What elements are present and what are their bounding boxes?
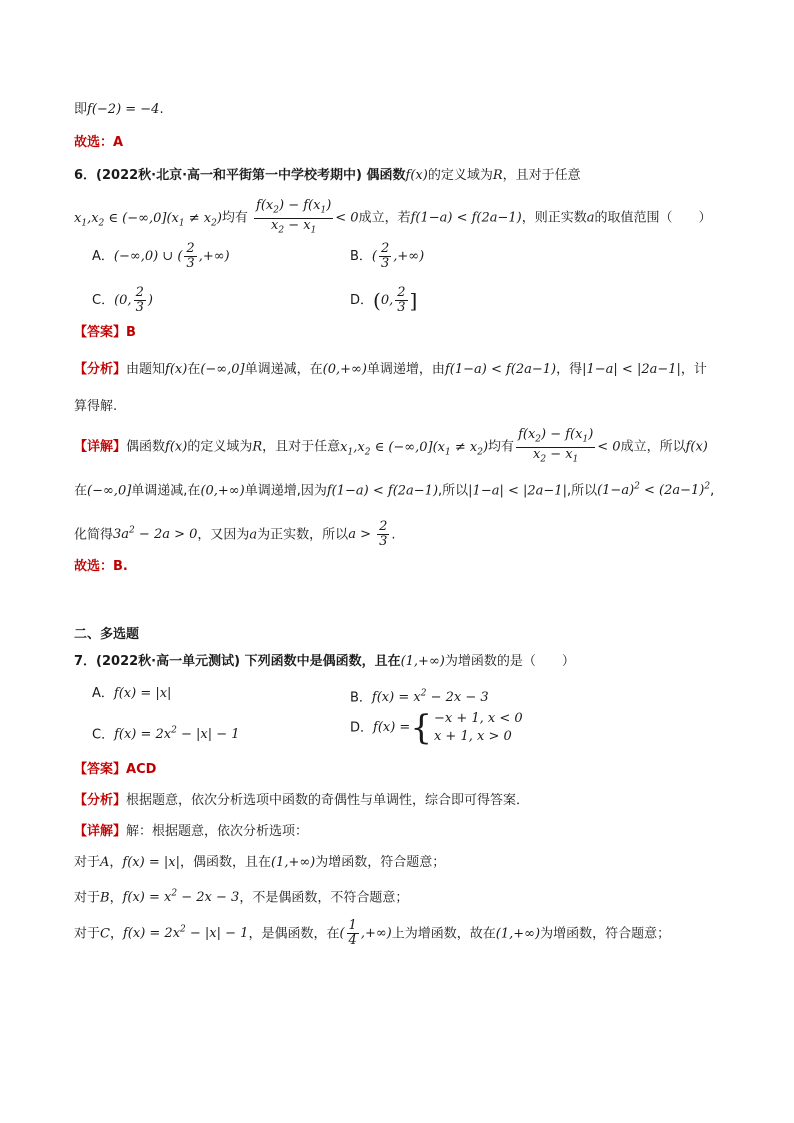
text: 由题知 (126, 362, 166, 377)
analysis-label: 【分析】 (74, 362, 127, 377)
text: ，得 (556, 362, 583, 377)
formula: (0, $\frac{2}{3}$ ) (114, 285, 153, 315)
formula: f(x) (405, 168, 428, 183)
question-6-header (74, 166, 581, 186)
text: ，不是偶函数，不符合题意； (239, 890, 409, 906)
formula: |1−a| < |2a−1| (582, 362, 681, 377)
answer-value: B (126, 325, 136, 340)
text: 均有 (488, 439, 515, 455)
text: ，且对于任意 (502, 168, 581, 183)
option-c (92, 286, 153, 315)
formula: f(x) (685, 439, 708, 455)
text: ， (109, 890, 123, 906)
formula: ( $\frac{1}{4}$ ,+∞) (339, 918, 392, 949)
text: ， (109, 855, 123, 870)
text: 上为增函数，故在 (391, 926, 496, 942)
label: 故选： (74, 135, 114, 150)
text: 化简得 (74, 527, 114, 543)
text: 对于 (74, 926, 101, 942)
option-a (92, 242, 230, 271)
option-label: C． (92, 727, 115, 743)
text: 为增函数，符合题意； (315, 855, 446, 870)
text: 对于 (74, 855, 101, 870)
detail-7-a (74, 853, 445, 873)
formula: f(x) = |x| (113, 686, 172, 701)
answer-label: 【答案】 (74, 325, 127, 340)
piecewise-formula: f(x) = { −x + 1, x < 0 x + 1, x > 0 (373, 708, 523, 748)
answer-value: A (113, 135, 124, 150)
detail-label: 【详解】 (74, 439, 127, 455)
formula: (−∞,0] (200, 362, 245, 377)
answer-value: B. (113, 559, 128, 574)
option-label: D． (350, 720, 374, 736)
option-d (350, 286, 417, 315)
analysis-label: 【分析】 (74, 793, 127, 808)
formula: f(x) (165, 439, 188, 455)
fraction: $\frac{f(x_2) - f(x_1)}{x_2 - x_1}$ (256, 198, 332, 236)
detail-label: 【详解】 (74, 824, 127, 839)
text: . (391, 527, 396, 543)
text: 成立，若 (358, 210, 411, 226)
question-title: 6．(2022秋·北京·高一和平街第一中学校考期中) 偶函数 (74, 168, 406, 183)
formula: (0,+∞) (322, 362, 367, 377)
answer-label: 【答案】 (74, 762, 127, 777)
text-line (74, 100, 164, 120)
formula: R (492, 168, 503, 183)
detail-line-7 (74, 822, 308, 842)
text: ,所以 (566, 483, 598, 499)
text: 为增函数，符合题意； (540, 926, 671, 942)
text: ，又因为 (197, 527, 250, 543)
option-b (350, 242, 424, 271)
choice-line (74, 133, 123, 153)
formula: (0,+∞) (200, 483, 245, 499)
text: 对于 (74, 890, 101, 906)
option-a (92, 684, 171, 704)
text: ，且对于任意 (262, 439, 341, 455)
analysis-line-7 (74, 791, 529, 811)
detail-line-3 (74, 516, 396, 550)
text: 成立，所以 (620, 439, 686, 455)
text: 解：根据题意，依次分析选项： (126, 824, 309, 839)
formula: |1−a| < |2a−1| (468, 483, 567, 499)
formula: f(x) (165, 362, 188, 377)
formula: $x_1,x_2$ ∈ $(-\infty,0](x_1 \ne x_2)$ (340, 439, 489, 458)
formula: (−∞,0] (87, 483, 132, 499)
formula: $f(x) = 2x^2 - |x| - 1$ (114, 726, 240, 743)
formula: B (100, 890, 110, 906)
text: 的定义域为 (187, 439, 253, 455)
text: ， (109, 926, 123, 942)
text: 在 (187, 362, 201, 377)
formula: A (100, 855, 110, 870)
formula: $f(x) = x^2 - 2x - 3$ (122, 889, 240, 906)
text: 偶函数 (126, 439, 166, 455)
text: . (159, 102, 164, 117)
text: 的取值范围（ ） (594, 210, 712, 226)
fraction: $\frac{f(x_2) - f(x_1)}{x_2 - x_1}$ (518, 427, 594, 465)
analysis-line (74, 360, 707, 380)
formula: < 0 (335, 210, 359, 226)
formula: f(−2) = −4 (87, 102, 160, 117)
formula: a > $\frac{2}{3}$ (348, 519, 388, 550)
formula: ( $\frac{2}{3}$ ,+∞) (371, 241, 425, 271)
question-7-header (74, 652, 575, 672)
text: 单调递增，由 (366, 362, 445, 377)
formula: (1,+∞) (400, 654, 445, 669)
option-label: B． (350, 249, 372, 264)
formula: f(1−a) < f(2a−1) (410, 210, 522, 226)
text: 单调递减，在 (244, 362, 323, 377)
text: 为增函数的是（ ） (444, 654, 575, 669)
text: 在 (74, 483, 88, 499)
formula: (−∞,0) ∪ ( $\frac{2}{3}$ ,+∞) (113, 241, 230, 271)
text: ，则正实数 (521, 210, 587, 226)
choice-line-6 (74, 557, 128, 577)
option-label: A． (92, 249, 114, 264)
formula: R (252, 439, 263, 455)
text: ，偶函数，且在 (179, 855, 271, 870)
label: 故选： (74, 559, 114, 574)
text: 即 (74, 102, 88, 117)
detail-line (74, 428, 708, 468)
formula: a (249, 527, 258, 543)
detail-7-b (74, 884, 408, 908)
formula: (1,+∞) (495, 926, 541, 942)
formula: a (586, 210, 595, 226)
text: 根据题意，依次分析选项中函数的奇偶性与单调性，综合即可得答案． (126, 793, 530, 808)
option-b (350, 684, 489, 708)
answer-value: ACD (126, 762, 157, 777)
option-c (92, 721, 240, 745)
text: 单调递增,因为 (244, 483, 327, 499)
formula: (0, $\frac{2}{3}$ ] (373, 285, 418, 315)
formula: C (100, 926, 110, 942)
text: 算得解. (74, 399, 118, 414)
question-title: 7．(2022秋·高一单元测试) 下列函数中是偶函数，且在 (74, 654, 401, 669)
option-label: D． (350, 293, 374, 308)
formula: f(1−a) < f(2a−1) (326, 483, 439, 499)
detail-7-c (74, 915, 670, 949)
formula: $x_1,x_2$ ∈ $(-\infty,0](x_1 \ne x_2)$ (74, 210, 222, 229)
section-title: 二、多选题 (74, 627, 140, 642)
formula: f(x) = |x| (122, 855, 180, 870)
text: 的定义域为 (427, 168, 493, 183)
formula: $(1-a)^2 < (2a-1)^2$ (597, 482, 711, 499)
formula: f(1−a) < f(2a−1) (444, 362, 557, 377)
question-6-body (74, 199, 712, 239)
formula: < 0 (597, 439, 621, 455)
answer-line-7 (74, 760, 156, 780)
answer-line (74, 323, 136, 343)
text: ，是偶函数，在 (248, 926, 340, 942)
formula: $3a^2 - 2a > 0$ (113, 526, 198, 543)
formula: (1,+∞) (270, 855, 316, 870)
text: , (710, 483, 715, 499)
detail-line-2 (74, 477, 714, 501)
text: 为正实数，所以 (257, 527, 349, 543)
formula: $f(x) = x^2 - 2x - 3$ (371, 689, 489, 706)
analysis-line-2 (74, 397, 117, 417)
text: 单调递减,在 (131, 483, 201, 499)
text: ,所以 (438, 483, 469, 499)
option-d (350, 710, 523, 746)
section-heading (74, 625, 139, 645)
option-label: B． (350, 690, 372, 706)
option-label: A． (92, 686, 114, 701)
text: ，计 (680, 362, 707, 377)
text: 均有 (221, 210, 248, 226)
option-label: C． (92, 293, 115, 308)
formula: $f(x) = 2x^2 - |x| - 1$ (122, 925, 249, 942)
